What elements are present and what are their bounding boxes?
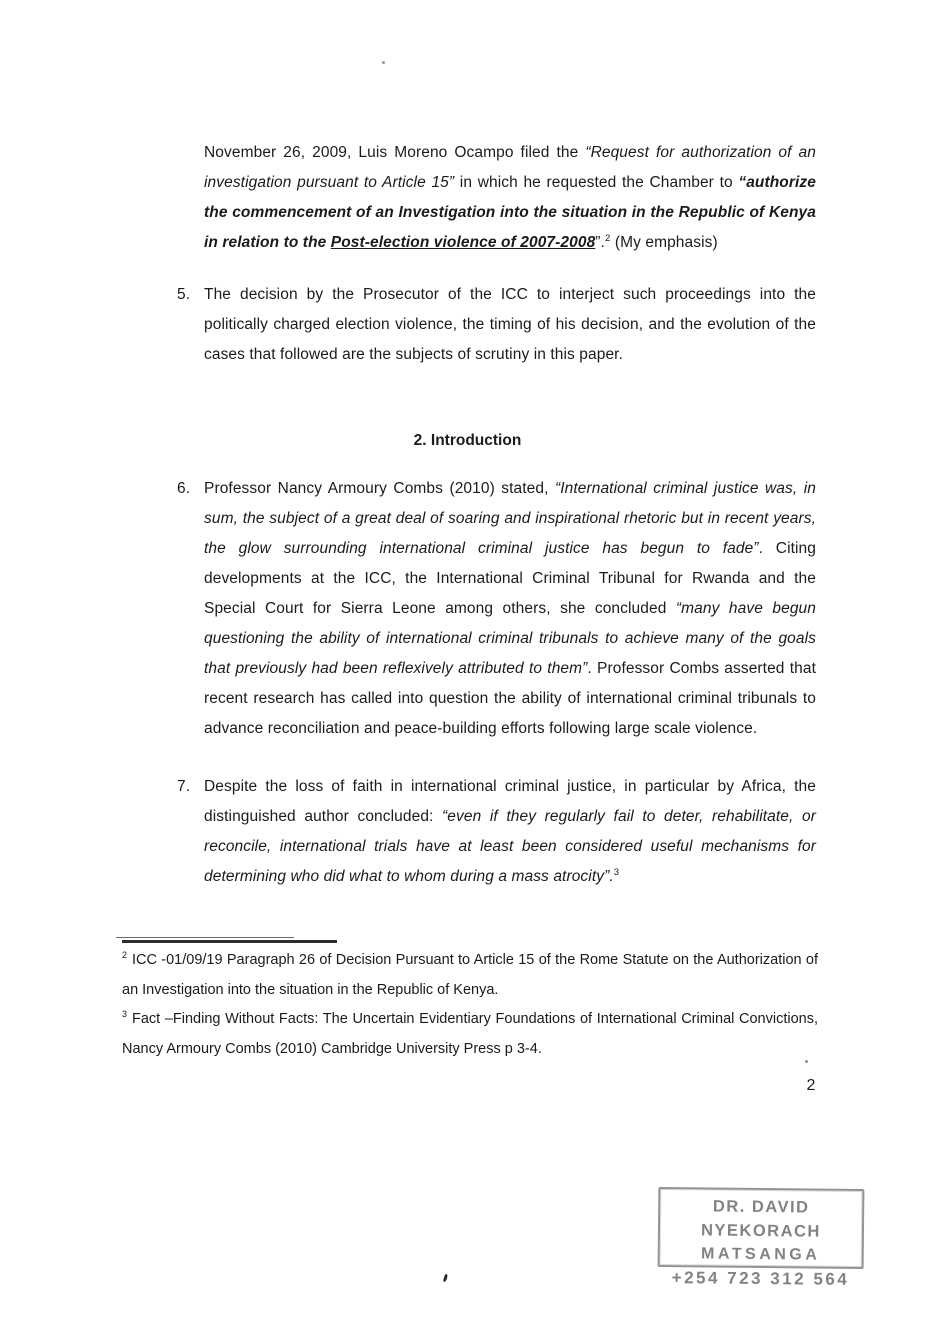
text-run: November 26, 2009, Luis Moreno Ocampo filed the [204, 144, 586, 161]
paragraph-7 [177, 772, 816, 892]
text-run: (My emphasis) [610, 234, 718, 251]
list-number: 6. [177, 480, 191, 497]
stamp-phone-line: +254 723 312 564 [671, 1268, 850, 1289]
footnote-reference-3: 3 [613, 866, 620, 878]
footnote-separator [122, 940, 337, 943]
scan-speck-top [382, 61, 385, 64]
footnote-text: Fact –Finding Without Facts: The Uncertain Evidentiary Foundations of International Criminal Convictions, Nancy Armoury Combs (2010) Cambridge University Press p 3-4. [122, 1011, 818, 1057]
quoted-text: “many have begun questioning the ability of international criminal tribunals to achieve many of the goals that previously had been reflexively attributed to them” [204, 600, 816, 677]
stamp-surname-line: MATSANGA [701, 1245, 821, 1264]
footnote-text: ICC -01/09/19 Paragraph 26 of Decision Pursuant to Article 15 of the Rome Statute on the Authorization of an Investigation into the situation in the Republic of Kenya. [122, 952, 818, 998]
footnote-3 [122, 1005, 818, 1064]
list-number: 5. [177, 286, 191, 303]
footnote-2 [122, 946, 818, 1005]
paragraph-4-continuation [204, 138, 816, 258]
footnote-reference-2: 2 [604, 232, 611, 244]
text-run: Professor Nancy Armoury Combs (2010) stated, [204, 480, 555, 497]
paragraph-6 [177, 474, 816, 744]
page-number: 2 [806, 1077, 816, 1094]
footnote-separator-ghost [116, 937, 294, 938]
scan-speck-above-page-number [805, 1060, 808, 1063]
footnote-marker: 2 [122, 950, 127, 961]
scan-speck-bottom [443, 1274, 448, 1283]
stamp-name-line: DR. DAVID NYEKORACH [700, 1197, 821, 1241]
text-run: . Professor Combs asserted that recent research has called into question the ability of international criminal tribunals to advance reconciliation and peace-building efforts following large scale violence. [204, 660, 816, 737]
rubber-stamp [658, 1187, 865, 1289]
quoted-text: “Request for authorization of an investigation pursuant to Article 15” [204, 144, 816, 191]
text-run: in which he requested the Chamber to [454, 174, 739, 191]
quoted-text: “International criminal justice was, in sum, the subject of a great deal of soaring and inspirational rhetoric but in recent years, the glow surrounding international criminal justice has begun to fade” [204, 480, 816, 557]
text-run: The decision by the Prosecutor of the ICC to interject such proceedings into the politically charged election violence, the timing of his decision, and the evolution of the cases that followed are the subjects of scrutiny in this paper. [204, 286, 816, 363]
text-run: Despite the loss of faith in international criminal justice, in particular by Africa, the distinguished author concluded: [204, 778, 816, 825]
text-run: ”. [595, 234, 605, 251]
quoted-text: “even if they regularly fail to deter, rehabilitate, or reconcile, international trials have at least been considered useful mechanisms for determining who did what to whom during a mass atrocity”. [204, 808, 816, 885]
underlined-emphasis: Post-election violence of 2007-2008 [330, 234, 596, 251]
footnote-marker: 3 [122, 1009, 127, 1020]
text-run: . Citing developments at the ICC, the International Criminal Tribunal for Rwanda and the Special Court for Sierra Leone among others, she concluded [204, 540, 816, 617]
paragraph-5 [177, 280, 816, 370]
section-heading: 2. Introduction [413, 432, 522, 449]
emphasized-quote: “authorize the commencement of an Investigation into the situation in the Republic of Kenya in relation to the [204, 174, 816, 251]
list-number: 7. [177, 778, 191, 795]
